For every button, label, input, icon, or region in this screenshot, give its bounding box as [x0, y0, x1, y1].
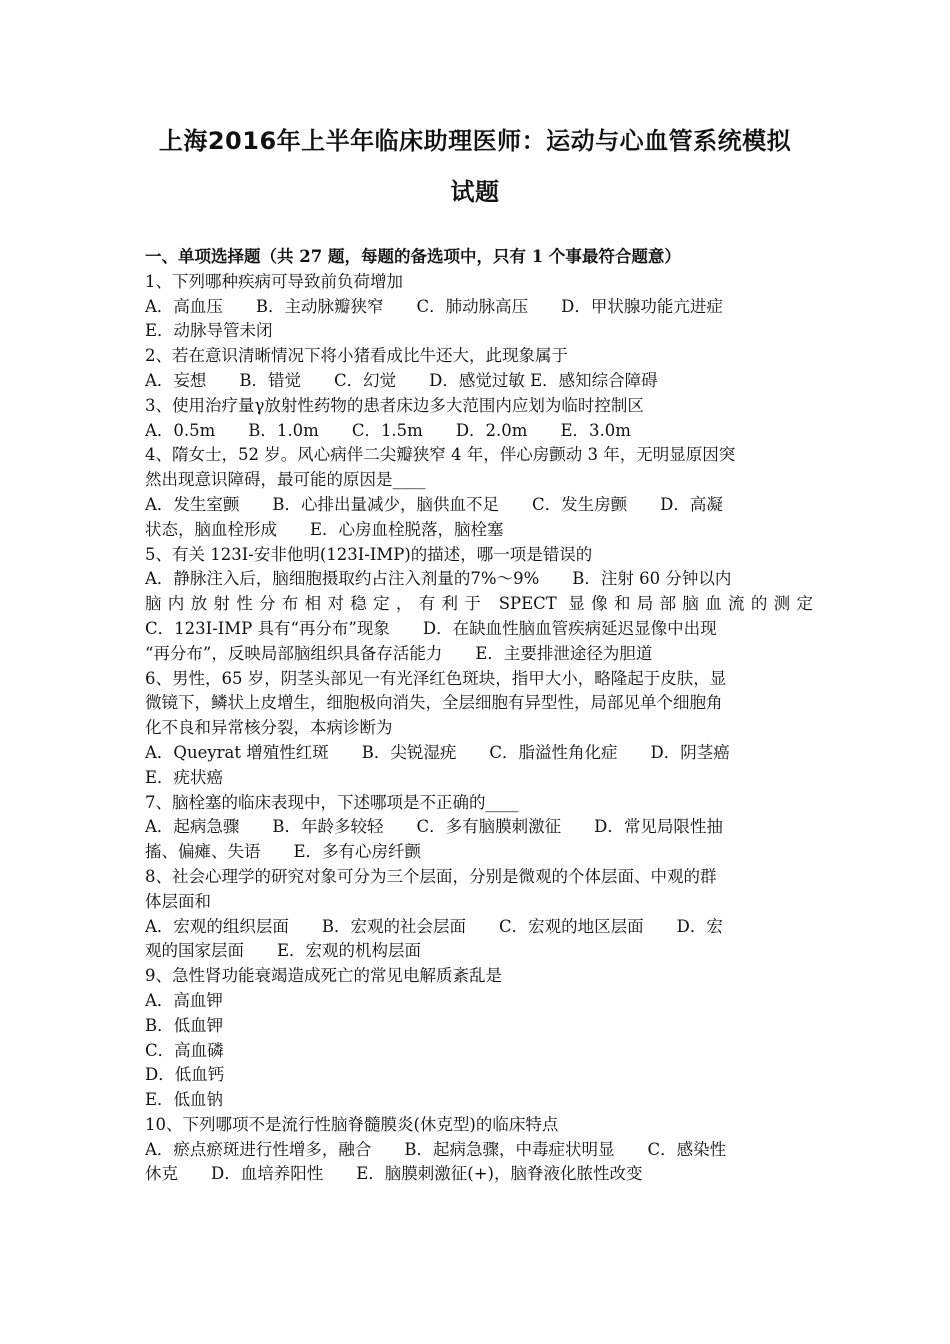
question-text: 体层面和 — [145, 891, 211, 911]
answer-options: 休克 D．血培养阳性 E．脑膜刺激征(+)，脑脊液化脓性改变 — [145, 1164, 643, 1184]
question-text: 5、有关 123I-安非他明(123I-IMP)的描述，哪一项是错误的 — [145, 544, 593, 564]
question-text: 4、隋女士，52 岁。风心病伴二尖瓣狭窄 4 年，伴心房颤动 3 年，无明显原因突 — [145, 445, 736, 465]
answer-option: C．高血磷 — [145, 1040, 224, 1060]
answer-options: A．高血压 B．主动脉瓣狭窄 C．肺动脉高压 D．甲状腺功能亢进症 — [145, 296, 723, 316]
answer-options: A．0.5m B．1.0m C．1.5m D．2.0m E．3.0m — [145, 420, 631, 440]
answer-option: A．高血钾 — [145, 990, 223, 1010]
answer-options: A．宏观的组织层面 B．宏观的社会层面 C．宏观的地区层面 D．宏 — [145, 916, 723, 936]
question-text: 10、下列哪项不是流行性脑脊髓膜炎(休克型)的临床特点 — [145, 1114, 559, 1134]
answer-options: A．发生室颤 B．心排出量减少，脑供血不足 C．发生房颤 D．高凝 — [145, 494, 723, 514]
document-title-line-2: 试题 — [450, 178, 500, 206]
answer-options: 观的国家层面 E．宏观的机构层面 — [145, 941, 422, 961]
answer-options: 脑内放射性分布相对稳定，有利于 SPECT 显像和局部脑血流的测定 — [145, 594, 813, 614]
question-text: 微镜下，鳞状上皮增生，细胞极向消失，全层细胞有异型性，局部见单个细胞角 — [145, 693, 723, 713]
question-text: 2、若在意识清晰情况下将小猪看成比牛还大，此现象属于 — [145, 346, 568, 366]
answer-option: B．低血钾 — [145, 1015, 224, 1035]
answer-options: A．Queyrat 增殖性红斑 B．尖锐湿疣 C．脂溢性角化症 D．阴茎癌 — [145, 742, 730, 762]
answer-options: E．动脉导管未闭 — [145, 321, 273, 341]
question-text: 8、社会心理学的研究对象可分为三个层面，分别是微观的个体层面、中观的群 — [145, 866, 717, 886]
document-title-line-1: 上海2016年上半年临床助理医师：运动与心血管系统模拟 — [158, 127, 792, 155]
question-text: 7、脑栓塞的临床表现中，下述哪项是不正确的____ — [145, 792, 519, 812]
question-text: 然出现意识障碍，最可能的原因是____ — [145, 470, 426, 490]
question-text: 化不良和异常核分裂，本病诊断为 — [145, 718, 393, 738]
answer-options: A．瘀点瘀斑进行性增多，融合 B．起病急骤，中毒症状明显 C．感染性 — [145, 1139, 727, 1159]
answer-options: A．静脉注入后，脑细胞摄取约占注入剂量的7%～9% B．注射 60 分钟以内 — [145, 569, 732, 589]
question-text: 6、男性，65 岁，阴茎头部见一有光泽红色斑块，指甲大小，略隆起于皮肤，显 — [145, 668, 727, 688]
question-text: 3、使用治疗量γ放射性药物的患者床边多大范围内应划为临时控制区 — [145, 395, 644, 415]
document-body — [145, 245, 813, 1187]
answer-options: 搐、偏瘫、失语 E．多有心房纤颤 — [145, 842, 422, 862]
answer-options: “再分布”，反映局部脑组织具备存活能力 E．主要排泄途径为胆道 — [145, 643, 653, 663]
answer-options: 状态，脑血栓形成 E．心房血栓脱落，脑栓塞 — [145, 519, 504, 539]
question-text: 9、急性肾功能衰竭造成死亡的常见电解质紊乱是 — [145, 966, 502, 986]
answer-option: D．低血钙 — [145, 1065, 225, 1085]
question-text: 1、下列哪种疾病可导致前负荷增加 — [145, 271, 403, 291]
answer-options: C．123I-IMP 具有“再分布”现象 D．在缺血性脑血管疾病延迟显像中出现 — [145, 618, 717, 638]
answer-options: A．妄想 B．错觉 C．幻觉 D．感觉过敏 E．感知综合障碍 — [145, 370, 658, 390]
answer-options: A．起病急骤 B．年龄多较轻 C．多有脑膜刺激征 D．常见局限性抽 — [145, 817, 723, 837]
section-heading: 一、单项选择题（共 27 题，每题的备选项中，只有 1 个事最符合题意） — [145, 247, 681, 266]
answer-option: E．低血钠 — [145, 1090, 224, 1110]
answer-options: E．疣状癌 — [145, 767, 224, 787]
